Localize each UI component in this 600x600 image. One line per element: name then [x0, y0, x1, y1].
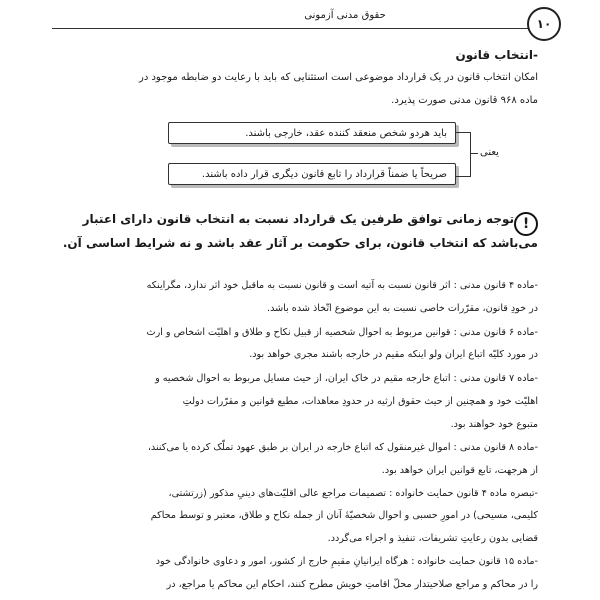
article-line: قضایی بدون رعایتِ تشریفات، تنفیذ و اجراء می‌گردد.	[327, 533, 538, 544]
intro-line-1: امکان انتخاب قانون در یک قرارداد موضوعی است استثنایی که باید با رعایت دو ضابطه موجود در	[139, 72, 538, 83]
brace-tick	[470, 153, 478, 154]
article-line: از هرجهت، تابع قوانین ایران خواهد بود.	[381, 465, 538, 476]
page-number: ۱۰	[527, 7, 561, 41]
article-line: -تبصره ماده ۴ قانون حمایت خانواده : تصمیمات مراجع عالی اقلیّت‌های دینیِ مذکور (زرتشتی،	[168, 488, 538, 499]
article-line: را در محاکم و مراجع صلاحیتدار محلّ اقامتِ خویش مطرح کنند، احکام این محاکم یا مراجع، در	[166, 579, 538, 590]
note-line-1: توجه زمانی توافق طرفین یک قرارداد نسبت به انتخاب قانون دارای اعتبار	[82, 212, 514, 226]
condition-box-1: باید هردو شخص منعقد کننده عقد، خارجی باشند.	[168, 122, 456, 144]
article-line: -ماده ۴ قانون مدنی : اثر قانون نسبت به آتیه است و قانون نسبت به ماقبل خود اثر ندارد، مگراینکه	[146, 280, 538, 291]
condition-box-2: صریحاً یا ضمناً قرارداد را تابع قانون دیگری قرار داده باشند.	[168, 163, 456, 185]
section-heading: -انتخاب قانون	[455, 48, 538, 62]
article-line: متبوع خود خواهند بود.	[450, 419, 538, 430]
article-line: اهلیّت خود و همچنین از حیث حقوق ارثیه در حدودِ معاهدات، مطیع قوانین و مقرّرات دولتِ	[182, 396, 538, 407]
header-rule	[52, 28, 530, 29]
article-line: -ماده ۷ قانون مدنی : اتباع خارجه مقیم در خاک ایران، از حیث مسایل مربوط به احوال شخصیه و	[155, 373, 538, 384]
exclamation-icon: !	[514, 212, 538, 236]
note-line-2: می‌باشد که انتخاب قانون، برای حکومت بر آثار عقد باشد و نه شرایط اساسی آن.	[62, 236, 538, 250]
article-line: در خودِ قانون، مقرّرات خاصی نسبت به این موضوع اتّخاذ شده باشد.	[267, 303, 538, 314]
article-line: -ماده ۸ قانون مدنی : اموال غیرمنقول که اتباع خارجه در ایران بر طبق عهود تملّک کرده یا می‌کنند،	[147, 442, 538, 453]
article-line: -ماده ۶ قانون مدنی : قوانین مربوط به احوال شخصیه از قبیل نکاح و طلاق و اهلیّت اشخاص و ارث	[146, 327, 538, 338]
intro-line-2: ماده ۹۶۸ قانون مدنی صورت پذیرد.	[391, 95, 538, 106]
brace-label: یعنی	[480, 147, 499, 158]
article-line: کلیمی، مسیحی) در امورِ حسبی و احوال شخصیّهٔ آنان از جمله نکاح و طلاق، معتبر و توسط محاکم	[150, 510, 538, 521]
article-line: در مورد کلیّه اتباع ایران ولو اینکه مقیم در خارجه باشند مجری خواهد بود.	[249, 349, 538, 360]
header-title: حقوق مدنی آزمونی	[304, 10, 386, 21]
brace-connector	[456, 132, 471, 177]
article-line: -ماده ۱۵ قانون حمایت خانواده : هرگاه ایرانیانِ مقیمِ خارج از کشور، امور و دعاوی خانوادگی خود	[155, 556, 538, 567]
